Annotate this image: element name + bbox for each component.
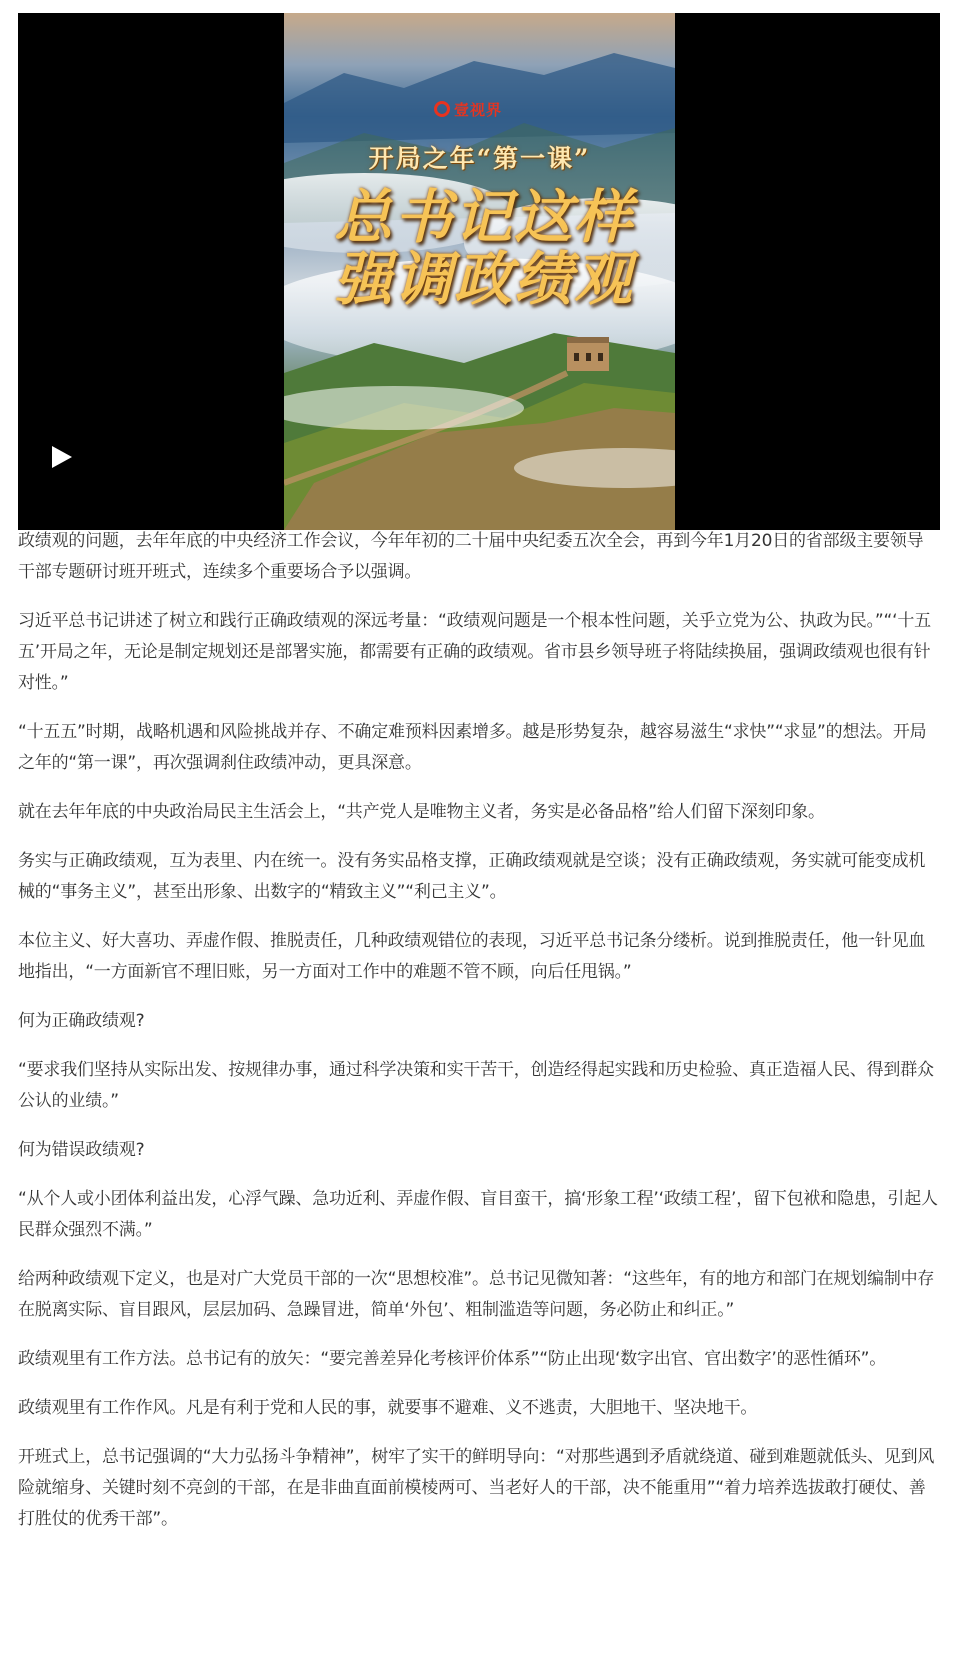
article-paragraph: 习近平总书记讲述了树立和践行正确政绩观的深远考量：“政绩观问题是一个根本性问题，关乎立党为公、执政为民。”“‘十五五’开局之年，无论是制定规划还是部署实施，都需要有正确的政绩观。省市县乡领导班子将陆续换届，强调政绩观也很有针对性。”	[18, 611, 931, 693]
article-paragraph: “从个人或小团体利益出发，心浮气躁、急功近利、弄虚作假、盲目蛮干，搞‘形象工程’‘政绩工程’，留下包袱和隐患，引起人民群众强烈不满。”	[18, 1189, 938, 1240]
poster-title-line2: 强调政绩观	[333, 245, 634, 313]
poster-logo-text: 壹视界	[454, 100, 503, 119]
play-button[interactable]	[48, 443, 76, 471]
article-paragraph: 务实与正确政绩观，互为表里、内在统一。没有务实品格支撑，正确政绩观就是空谈；没有正确政绩观，务实就可能变成机械的“事务主义”，甚至出形象、出数字的“精致主义”“利己主义”。	[18, 851, 926, 902]
poster-logo	[434, 99, 502, 119]
article-paragraph: 本位主义、好大喜功、弄虚作假、推脱责任，几种政绩观错位的表现，习近平总书记条分缕析。说到推脱责任，他一针见血地指出，“一方面新官不理旧账，另一方面对工作中的难题不管不顾，向后任甩锅。”	[18, 931, 926, 982]
article-paragraph: 政绩观的问题，去年年底的中央经济工作会议，今年年初的二十届中央纪委五次全会，再到今年1月20日的省部级主要领导干部专题研讨班开班式，连续多个重要场合予以强调。	[18, 531, 924, 582]
logo-icon	[434, 101, 450, 117]
article-paragraph: 给两种政绩观下定义，也是对广大党员干部的一次“思想校准”。总书记见微知著：“这些年，有的地方和部门在规划编制中存在脱离实际、盲目跟风，层层加码、急躁冒进，简单‘外包’、粗制滥造等问题，务必防止和纠正。”	[18, 1269, 935, 1320]
article-paragraph: “十五五”时期，战略机遇和风险挑战并存、不确定难预料因素增多。越是形势复杂，越容易滋生“求快”“求显”的想法。开局之年的“第一课”，再次强调刹住政绩冲动，更具深意。	[18, 722, 927, 773]
video-player[interactable]	[18, 13, 940, 530]
article-paragraph: 就在去年年底的中央政治局民主生活会上，“共产党人是唯物主义者，务实是必备品格”给人们留下深刻印象。	[18, 802, 825, 822]
poster-subtitle: 开局之年“第一课”	[368, 144, 591, 173]
video-poster	[284, 13, 675, 530]
play-icon	[48, 443, 76, 471]
poster-title-line1: 总书记这样	[333, 183, 634, 251]
article-question: 何为正确政绩观?	[18, 1011, 145, 1031]
article-paragraph: “要求我们坚持从实际出发、按规律办事，通过科学决策和实干苦干，创造经得起实践和历史检验、真正造福人民、得到群众公认的业绩。”	[18, 1060, 934, 1111]
article-body	[18, 526, 940, 1553]
article-paragraph: 政绩观里有工作作风。凡是有利于党和人民的事，就要事不避难、义不逃责，大胆地干、坚决地干。	[18, 1398, 758, 1418]
article-paragraph: 政绩观里有工作方法。总书记有的放矢：“要完善差异化考核评价体系”“防止出现‘数字出官、官出数字’的恶性循环”。	[18, 1349, 887, 1369]
article-question: 何为错误政绩观?	[18, 1140, 145, 1160]
article-paragraph: 开班式上，总书记强调的“大力弘扬斗争精神”，树牢了实干的鲜明导向：“对那些遇到矛盾就绕道、碰到难题就低头、见到风险就缩身、关键时刻不亮剑的干部，在是非曲直面前模棱两可、当老好人的干部，决不能重用”“着力培养选拔敢打硬仗、善打胜仗的优秀干部”。	[18, 1447, 935, 1529]
